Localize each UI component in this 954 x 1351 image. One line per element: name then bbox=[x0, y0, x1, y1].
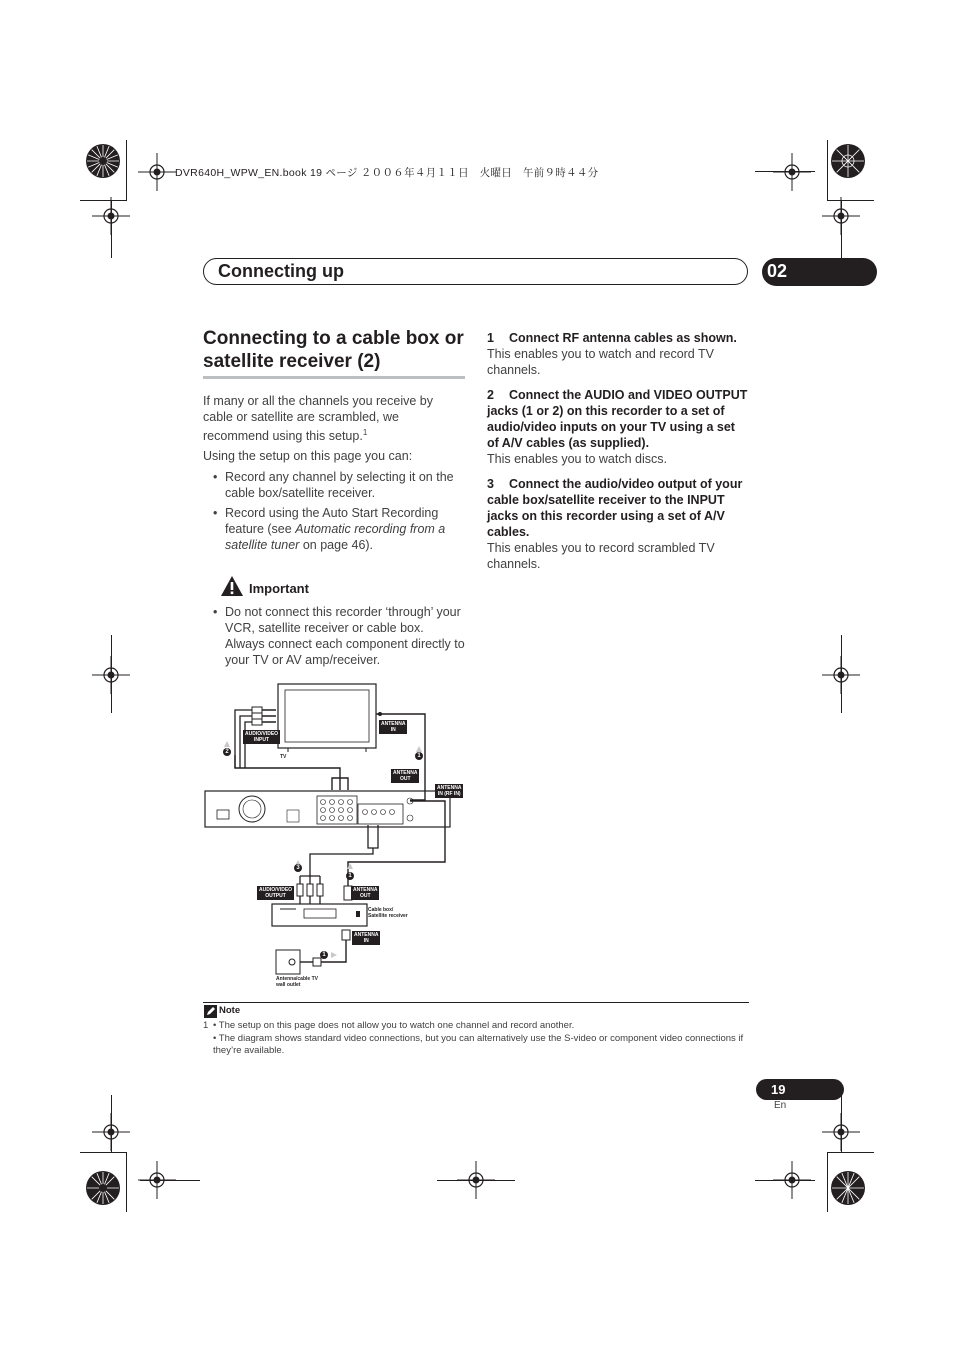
section-title-rule bbox=[203, 376, 465, 379]
page-reference: Automatic recording from a satellite tuner bbox=[225, 522, 446, 553]
label-tv-av-input: AUDIO/VIDEO INPUT bbox=[245, 731, 279, 743]
steps-block bbox=[487, 330, 749, 572]
list-item: • Record any channel by selecting it on the cable box/satellite receiver. bbox=[203, 469, 465, 501]
label-tv: TV bbox=[280, 754, 287, 760]
registration-crosshair-icon bbox=[822, 197, 860, 235]
page-number-badge bbox=[756, 1079, 844, 1100]
registration-crosshair-icon bbox=[822, 1113, 860, 1151]
warning-icon bbox=[221, 576, 243, 596]
wall-outlet-icon bbox=[276, 950, 313, 974]
recorder-icon bbox=[205, 791, 450, 827]
label-box-av-output: AUDIO/VIDEO OUTPUT bbox=[259, 887, 293, 899]
intro-block bbox=[203, 393, 465, 557]
label-wall-outlet: Antenna/cable TV wall outlet bbox=[276, 976, 318, 988]
connection-diagram bbox=[200, 680, 470, 995]
registration-sunburst-icon bbox=[85, 143, 121, 179]
step-title: Connect the audio/video output of your cable box/satellite receiver to the INPUT jacks on this recorder using a set of A/V cables. bbox=[487, 477, 743, 539]
step-marker-1: 1 bbox=[415, 752, 423, 760]
registration-crosshair-icon bbox=[92, 197, 130, 235]
label-box-antenna-in: ANTENNA IN bbox=[354, 932, 379, 944]
note-footnote-number: 1 bbox=[203, 1020, 209, 1031]
chapter-number: 02 bbox=[767, 261, 788, 281]
list-item: • Do not connect this recorder ‘through’ your VCR, satellite receiver or cable box. Always connect each component directly to your TV or AV amp/receiver. bbox=[203, 604, 465, 668]
chapter-number-badge bbox=[762, 258, 877, 286]
label-recorder-antenna-in: ANTENNA IN (RF IN) bbox=[437, 785, 462, 797]
registration-crosshair-icon bbox=[138, 153, 176, 191]
registration-crosshair-icon bbox=[773, 1161, 811, 1199]
registration-sunburst-icon bbox=[830, 143, 866, 179]
tv-icon bbox=[278, 684, 376, 752]
chapter-header bbox=[203, 258, 748, 285]
step-title: Connect RF antenna cables as shown. bbox=[509, 331, 737, 345]
step-1 bbox=[487, 330, 749, 378]
step-description: This enables you to record scrambled TV channels. bbox=[487, 541, 715, 571]
registration-sunburst-icon bbox=[85, 1170, 121, 1206]
step-number: 2 bbox=[487, 388, 494, 402]
step-2 bbox=[487, 387, 749, 467]
step-title: Connect the AUDIO and VIDEO OUTPUT jacks (1 or 2) on this recorder to a set of audio/video inputs on your TV using a set of A/V cables (as supplied). bbox=[487, 388, 748, 450]
step-number: 1 bbox=[487, 331, 494, 345]
page-language: En bbox=[774, 1100, 787, 1111]
step-description: This enables you to watch and record TV channels. bbox=[487, 347, 714, 377]
step-3 bbox=[487, 476, 749, 572]
label-cable-box: Cable box/ Satellite receiver bbox=[368, 907, 408, 919]
section-title: Connecting to a cable box or satellite receiver (2) bbox=[203, 328, 464, 372]
registration-crosshair-icon bbox=[138, 1161, 176, 1199]
registration-crosshair-icon bbox=[92, 1113, 130, 1151]
note-line-2: • The diagram shows standard video connections, but you can alternatively use the S-video or component video connections if they’re available. bbox=[213, 1032, 744, 1056]
label-box-antenna-out: ANTENNA OUT bbox=[353, 887, 378, 899]
note-label: Note bbox=[219, 1005, 241, 1016]
step-description: This enables you to watch discs. bbox=[487, 452, 667, 466]
step-marker-1: 1 bbox=[320, 951, 328, 959]
note-line-1: 1 • The setup on this page does not allow you to watch one channel and record another. bbox=[203, 1020, 575, 1031]
registration-crosshair-icon bbox=[773, 153, 811, 191]
footnote-ref: 1 bbox=[362, 428, 368, 437]
step-marker-3: 3 bbox=[294, 864, 302, 872]
note-block bbox=[203, 1020, 749, 1058]
step-marker-1: 1 bbox=[346, 872, 354, 880]
registration-sunburst-icon bbox=[830, 1170, 866, 1206]
important-block bbox=[203, 604, 465, 672]
intro-paragraph: If many or all the channels you receive by cable or satellite are scrambled, we recommend using this setup.$^1$ bbox=[203, 394, 433, 444]
label-recorder-antenna-out: ANTENNA OUT bbox=[393, 770, 418, 782]
intro-paragraph-2: Using the setup on this page you can: bbox=[203, 449, 413, 464]
note-divider bbox=[203, 1002, 749, 1003]
registration-crosshair-icon bbox=[457, 1161, 495, 1199]
cable-box-icon bbox=[272, 904, 367, 926]
registration-crosshair-icon bbox=[92, 656, 130, 694]
page-number: 19 bbox=[771, 1082, 786, 1097]
list-item: • Record using the Auto Start Recording feature (see Automatic recording from a satellite tuner on page 46). bbox=[203, 505, 465, 553]
step-number: 3 bbox=[487, 477, 494, 491]
step-marker-2: 2 bbox=[223, 748, 231, 756]
diagram-drawing bbox=[200, 680, 470, 995]
chapter-title: Connecting up bbox=[218, 261, 344, 281]
capability-list bbox=[203, 469, 465, 553]
important-label: Important bbox=[249, 581, 309, 596]
note-pencil-icon bbox=[204, 1005, 217, 1018]
label-tv-antenna-in: ANTENNA IN bbox=[381, 721, 406, 733]
registration-crosshair-icon bbox=[822, 656, 860, 694]
print-header: DVR640H_WPW_EN.book 19 ページ ２００６年４月１１日 火曜日 午前９時４４分 bbox=[175, 167, 599, 179]
